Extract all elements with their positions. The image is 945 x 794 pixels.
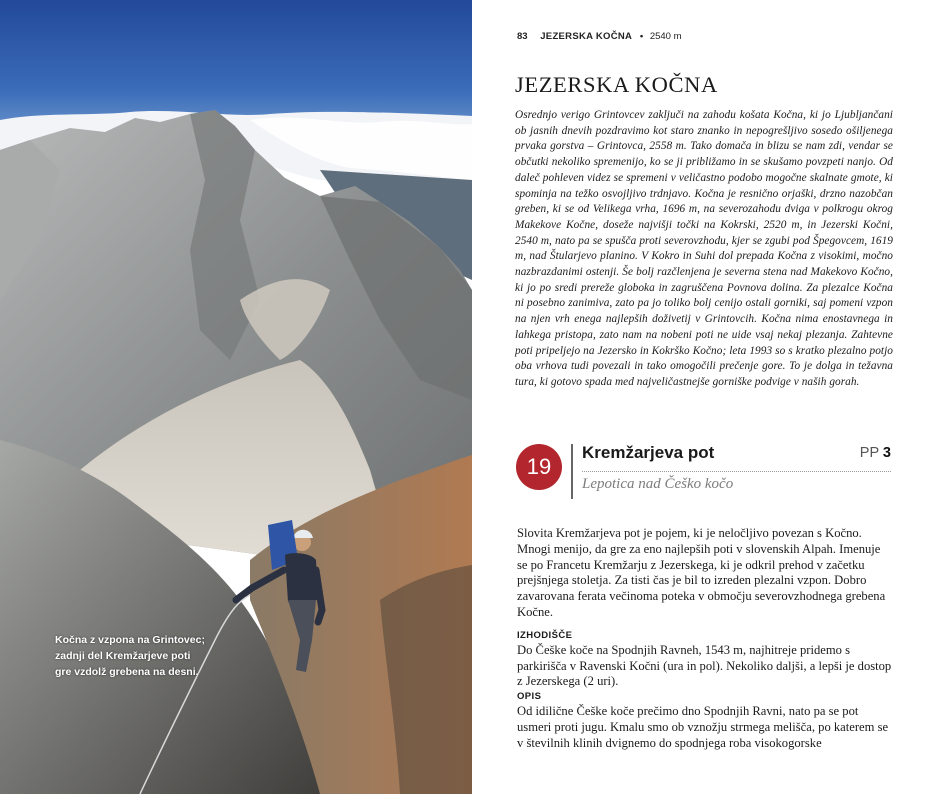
page-number: 83 — [517, 31, 528, 42]
start-point-text: Do Češke koče na Spodnjih Ravneh, 1543 m, najhitreje pridemo s parkirišča v Ravenski Kočni (ura in pol). Nekoliko daljši, a lepši je dostop z Jezerskega (2 uri). — [517, 642, 892, 689]
route-dotted-rule — [582, 471, 891, 472]
route-title: Kremžarjeva pot — [582, 443, 715, 462]
start-point-heading: IZHODIŠČE — [517, 629, 573, 641]
running-head-bullet: • — [639, 31, 644, 42]
intro-paragraph: Osrednjo verigo Grintovcev zaključi na zahodu košata Kočna, ki jo Ljubljančani ob jasnih dnevih pozdravimo kot staro znanko in nepogrešljivo sosedo ošiljenega prvaka gorstva – Grintovca, 2558 m. Tako domača in blizu se nam zdi, vendar se občutki nekoliko spremenijo, ko se ji približamo in se skušamo povzpeti nanjo. Od daleč pohleven videz se spremeni v veličastno podobo mogočne skalnate gmote, ki spominja na težko osvojljivo trdnjavo. Kočna je resnično orjaški, drzno nazobčan greben, ki se od Velikega vrha, 1696 m, na severozahodu dviga v polkrogu okrog Makekove Kočne, doseže najvišji točki na Kokrski, 2520 m, in Jezerski Kočni, 2540 m, nato pa se spušča proti severovzhodu, kjer se zgubi pod Špegovcem, 1619 m, nad Štularjevo planino. V Kokro in Suhi dol prepada Kočna z visokimi, močno nazbrazdanimi ostenji. Še bolj razčlenjena je severna stena nad Makekovo Kočno, ki jo po sredi prereže globoka in zagruščena Povnova dolina. Za plezalce Kočna ni posebno zanimiva, zato pa jo toliko bolj cenijo ostali gorniki, saj pomeni vzpon na njen vrh enega najlepših doživetij v Grintovcih. Kočna nima enostavnega in lahkega pristopa, zato nam na nobeni poti ne uide vsaj nekaj plezanja. Zahtevne poti pripeljejo na Jezersko in Kokrško Kočno; leta 1993 so s kratko plezalno potjo oba vrhova tudi povezali in tako omogočili prečenje gore. To je dolga in težavna tura, ki gotovo spada med najveličastnejše gorniške podvige v naših gorah. — [515, 109, 893, 388]
section-title: JEZERSKA KOČNA — [515, 72, 718, 97]
route-description-paragraph: Slovita Kremžarjeva pot je pojem, ki je neločljivo povezan s Kočno. Mnogi menijo, da gre za eno najlepših poti v slovenskih Alpah. Imenuje se po Francetu Kremžarju z Jezerskega, ki je odkril prehod v začetku prejšnjega stoletja. Za tisti čas je bil to izreden plezalni vzpon. Dobro zavarovana ferata večinoma poteka v območju severovzhodnega grebena Kočne. — [517, 526, 886, 619]
route-subtitle: Lepotica nad Češko kočo — [582, 476, 734, 492]
route-section-text: Od idilične Češke koče prečimo dno Spodnjih Ravni, nato pa se pot usmeri proti jugu. Kmalu smo ob vznožju strmega melišča, po katerem se v številnih klinih dvignemo do spodnjega roba visokogorske — [517, 704, 889, 750]
route-number-badge: 19 — [516, 444, 562, 490]
route-body — [517, 526, 893, 752]
route-difficulty-prefix: PP — [859, 445, 879, 461]
route-section-heading: OPIS — [517, 691, 542, 703]
running-head — [517, 31, 682, 42]
running-head-title: JEZERSKA KOČNA — [540, 31, 633, 42]
running-head-altitude: 2540 m — [649, 31, 682, 42]
route-difficulty — [860, 445, 891, 461]
mountain-photo — [0, 0, 472, 794]
photo-caption: Kočna z vzpona na Grintovec; zadnji del Kremžarjeve poti gre vzdolž grebena na desni. — [55, 634, 205, 678]
route-header-divider — [571, 444, 573, 499]
route-difficulty-level: 3 — [882, 445, 891, 461]
